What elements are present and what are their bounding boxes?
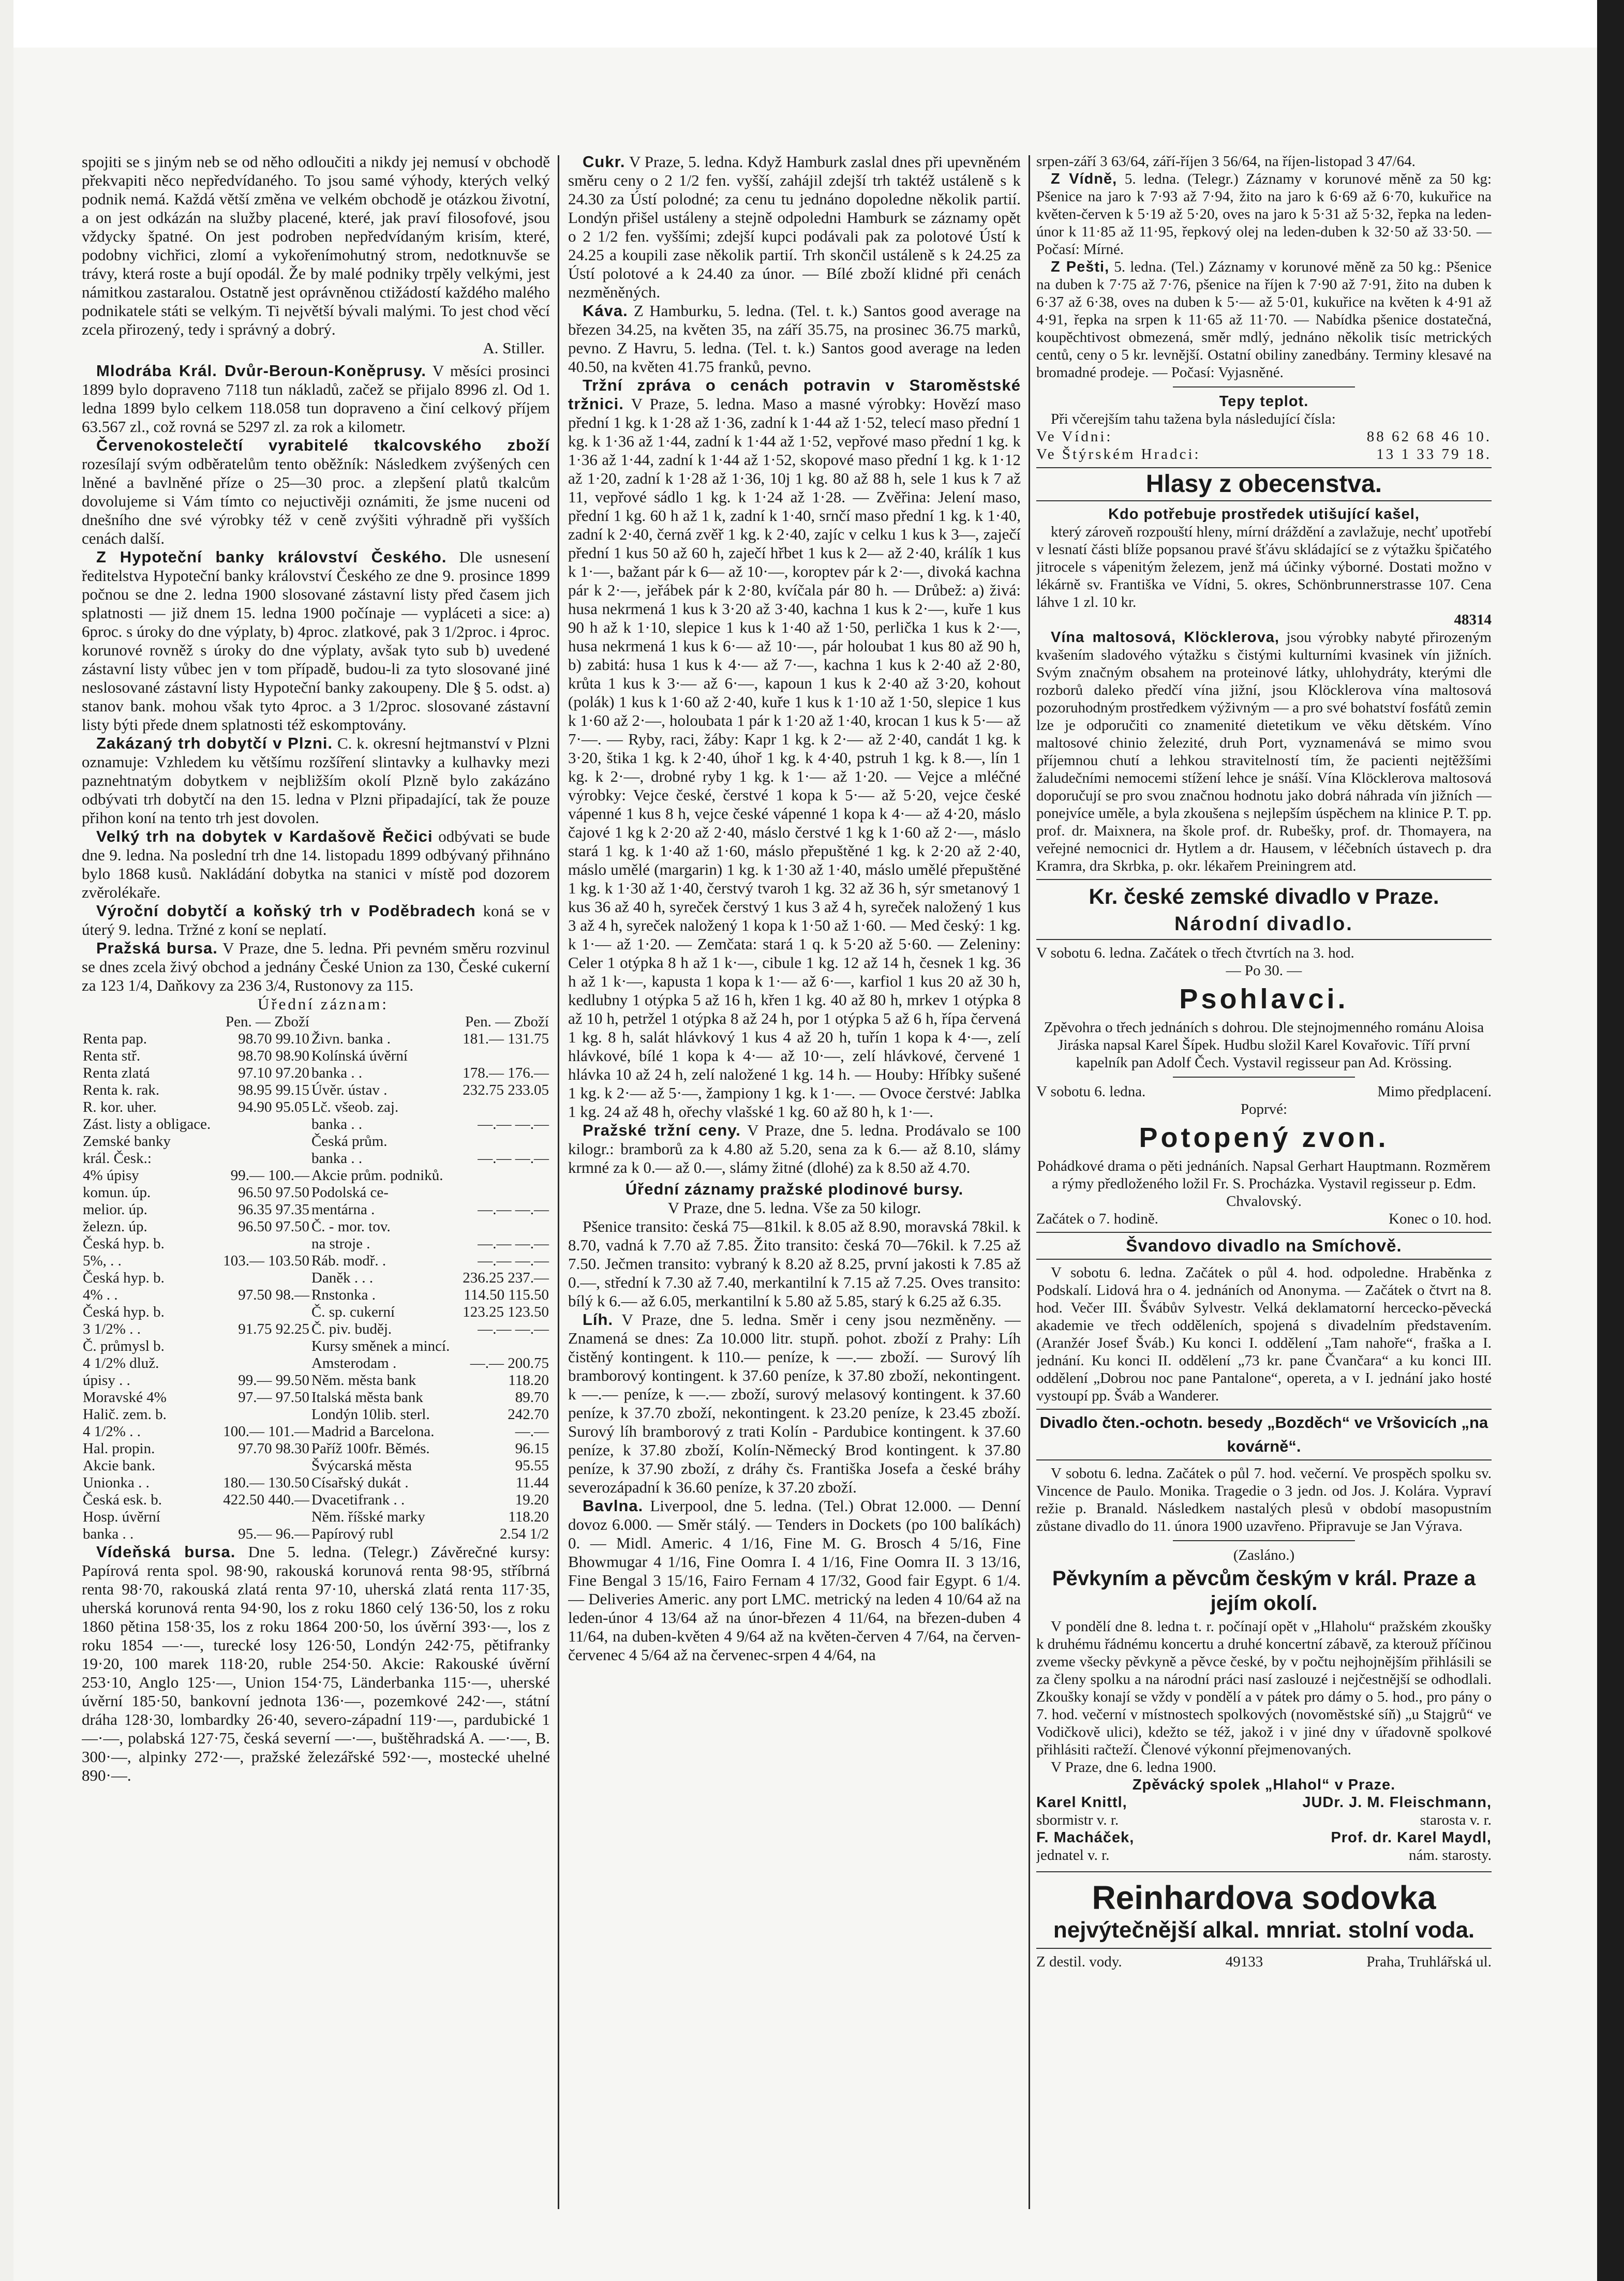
rates-label-cell: Renta zlatá <box>83 1065 150 1081</box>
ad-footer-left: Z destil. vody. <box>1036 1954 1122 1970</box>
theatre-note: — Po 30. — <box>1226 962 1302 979</box>
rates-label-cell: Česká hyp. b. <box>83 1270 165 1286</box>
rates-label-cell: mentárna . <box>311 1201 375 1218</box>
rates-label-cell: Kursy směnek a mincí. <box>311 1338 450 1354</box>
rates-label-cell: král. Česk.: <box>83 1150 152 1167</box>
article-text: Dne 5. ledna. (Telegr.) Závěrečné kursy: Papírová renta spol. 98·90, rakouská korunová renta 98·95, stříbrná renta 98·70, rakouská zlatá renta 97·10, uherská zlatá renta 117·35, uherská korunová renta 94·90, los z roku 1860 celý 136·50, los z roku 1860 pětina 158·35, los z roku 1864 200·50, los úvěrní 393·—, los z roku 1854 —·—, turecké losy 126·50, Londýn 242·75, pětifranky 19·20, 100 marek 118·20, ruble 254·50. Akcie: Rakouské úvěrní 253·10, Anglo 125·—, Union 154·75, Länderbanka 115·—, uherské úvěrní 185·50, bankovní jednota 136·—, pozemkové 242·—, státní dráha 128·30, lombardky 26·40, severo-západní 119·—, pardubické 1 —·—, polabská 127·75, česká severní —·—, buštěhradská A. —·—, B. 300·—, alpinky 272·—, pražské železářské 592·—, mostecké uhelné 890·—. <box>82 1543 550 1784</box>
theatre-date-row <box>1036 1083 1492 1100</box>
rates-label-cell: Renta pap. <box>83 1031 147 1047</box>
signature-role-row <box>1036 1811 1492 1829</box>
rates-row <box>82 1338 550 1355</box>
rates-value-cell: 99.— 100.— <box>230 1167 309 1184</box>
theatre-block <box>1036 879 1492 940</box>
signature-name: Prof. dr. Karel Maydl, <box>1331 1829 1492 1846</box>
rates-value-cell: 97.10 97.20 <box>238 1065 309 1081</box>
rates-value-cell <box>457 1048 550 1065</box>
author-signature: A. Stiller. <box>483 339 545 357</box>
rates-value-cell: 96.50 97.50 <box>238 1184 309 1201</box>
article-heading: Pražská bursa. <box>96 939 218 957</box>
rates-row <box>82 1116 550 1133</box>
rates-label-cell: Madrid a Barcelona. <box>311 1423 435 1440</box>
rates-value-cell: —.— —.— <box>478 1150 549 1167</box>
section-divider <box>1173 1077 1355 1078</box>
rates-label-cell: Papírový rubl <box>311 1526 394 1542</box>
official-record-heading: Úřední záznam: <box>257 995 389 1013</box>
article-text: C. k. okresní hejtmanství v Plzni oznamuje: Vzhledem ku většímu rozšíření slintavky a kulhavky mezi paznehtnatým dobytkem v nejbližším okolí Plzně bylo zakázáno odbývati trh dobytčí na den 15. ledna v Plzni připadající, tak že pouze přihon koní na tento trh jest dovolen. <box>82 734 550 827</box>
rates-label-cell: Rnstonka . <box>311 1287 376 1303</box>
lottery-heading: Tepy teplot. <box>1219 393 1309 410</box>
rates-value-cell: 95.— 96.— <box>238 1526 309 1542</box>
rates-row <box>82 1406 550 1423</box>
rates-value-cell: 242.70 <box>508 1406 549 1423</box>
theatre-date: V sobotu 6. ledna. <box>1036 1083 1146 1100</box>
article-text: odbývati se bude dne 9. ledna. Na poslední trh dne 14. listopadu 1899 odbývaný přihnáno bylo 1868 kusů. Nakládání dobytka na stanici v místě pod dozorem zvěrolékaře. <box>82 827 550 901</box>
rates-value-cell: —.— —.— <box>478 1235 549 1252</box>
ad-footer-number: 49133 <box>1225 1954 1263 1970</box>
rates-value-cell: 236.25 237.— <box>463 1270 549 1286</box>
column-rule-2 <box>1029 155 1030 2209</box>
ad-heading: Vína maltosová, Klöcklerova, <box>1051 629 1279 646</box>
rates-row <box>82 1167 550 1184</box>
rates-value-cell: 97.50 98.— <box>238 1287 309 1303</box>
lottery-city: Ve Vídni: <box>1036 428 1113 445</box>
theatre-end: Konec o 10. hod. <box>1389 1211 1492 1227</box>
theatre-text: V sobotu 6. ledna. Začátek o půl 4. hod. odpoledne. Hraběnka z Podskalí. Lidová hra o 4. jednáních od Anonyma. — Začátek o čtvrt na 8. hod. Večer III. Švábův Sylvestr. Velká deklamatorní hercecko-pěvecká akademie ve třech odděleních, spojená s divadelním představením. (Aranžér Josef Šváb.) Ku konci I. oddělení „Tam nahoře“, fraška a I. jednání. Ku konci II. oddělení „73 kr. pane Čvančara“ a ku konci III. oddělení „Dobrou noc pane Pantalone“, opereta, a v I. jednání jako hosté vystoupí pp. Šváb a Wanderer. <box>1036 1264 1492 1404</box>
rates-label-cell: Úvěr. ústav . <box>311 1082 388 1098</box>
ad-title: Reinhardova sodovka <box>1092 1879 1436 1916</box>
rates-label-cell: Kolínská úvěrní <box>311 1048 408 1064</box>
rates-label-cell: 3 1/2% . . <box>83 1321 141 1337</box>
signature-row <box>1036 1829 1492 1846</box>
rates-value-cell <box>218 1270 310 1287</box>
rates-value-cell: —.— —.— <box>478 1253 549 1269</box>
rates-value-cell: 2.54 1/2 <box>499 1526 549 1542</box>
theatre-text: V sobotu 6. ledna. Začátek o půl 7. hod. večerní. Ve prospěch spolku sv. Vincence de Paulo. Monika. Tragedie o 3 jedn. od Jos. J. Kolára. Vypraví režie p. Branald. Následkem nastalých plesů v období masopustním zůstane divadlo do 11. února 1900 uzavřeno. Připravuje se Jan Výrava. <box>1036 1465 1492 1534</box>
rates-value-cell <box>218 1338 310 1355</box>
theatre-subheading: Národní divadlo. <box>1174 913 1353 935</box>
rates-value-cell: 96.15 <box>515 1440 549 1457</box>
rates-row <box>82 1218 550 1235</box>
article-text: spojiti se s jiným neb se od něho odloučiti a nikdy jej nemusí v obchodě překvapiti něco nepředvídaného. To jsou samé výhody, kterých velký podnik nemá. Každá větší změna ve velkém obchodě je otázkou životní, a on jest odkázán na služby placené, které, jak praví filosofové, jsou vždycky špatné. On jest podroben nepředvídaným krisím, které, podobny vichřici, zlomí a vykořenímohutný strom, nedotknuvše se trávy, která roste a bují opodál. Že by malé podniky trpěly velkými, jest námitkou zastaralou. Ostatně jest oprávněnou ctižádostí každého malého podnikatele státi se velkým. Ti největší bývali malými. To jest chod věcí zcela přirozený, tedy i správný a dobrý. <box>82 153 550 338</box>
rates-value-cell <box>457 1099 550 1116</box>
section-divider <box>1173 1540 1355 1541</box>
article-heading: Mlodrába Král. Dvůr-Beroun-Koněprusy. <box>96 362 427 380</box>
rates-label-cell: Č. průmysl b. <box>83 1338 165 1354</box>
play-title: Potopený zvon. <box>1139 1122 1389 1153</box>
rates-row <box>82 1065 550 1082</box>
article-heading: Velký trh na dobytek v Kardašově Řečici <box>96 827 433 845</box>
lottery-city: Ve Štýrském Hradci: <box>1036 446 1201 463</box>
article-text: V Praze, dne 5. ledna. Směr i ceny jsou nezměněny. — Znamená se dnes: Za 10.000 litr. stupň. pohot. zboží z Prahy: Líh čistěný kontingent. k 110.— peníze, k —.— zboží. — Surový líh bramborový kontingent. k 37.60 peníze, k 37.80 zboží, nekontingent. k —.— peníze, k —.— zboží, surový melasový kontingent. k 37.60 peníze, k 37.70 zboží, nekontingent. k 23.20 peníze, k 23.45 zboží. Surový líh bramborový z trati Kolín - Pardubice kontingent. k 37.60 peníze, k 37.80 zboží, Kolín-Německý Brod kontingent. k 37.80 peníze, k 37.90 zboží, z dráhy čs. Františka Josefa a české bráhy severozápadní k 36.60 peníze, k 37.20 zboží. <box>568 1310 1021 1496</box>
rates-label-cell: Švýcarská města <box>311 1457 412 1474</box>
rates-value-cell: 100.— 101.— <box>223 1423 309 1440</box>
column-3 <box>1036 153 1492 2214</box>
rates-value-cell: 96.35 97.35 <box>238 1201 309 1218</box>
rates-label-cell: na stroje . <box>311 1235 370 1252</box>
ad-text: který zároveň rozpouští hleny, mírní dráždění a zavlažuje, nechť upotřebí v lesnatí části blíže popsanou pravé šťávu skládající se z výtažku špičatého jitrocele s vápenitým železem, jenž má účinky výborné. Dostati možno v lékárně sv. Františka ve Vídni, 5. okres, Schönbrunnerstrasse 107. Cena láhve 1 zl. 10 kr. <box>1036 524 1492 610</box>
lottery-row-graz <box>1036 445 1492 463</box>
lottery-numbers: 88 62 68 46 10. <box>1366 428 1492 445</box>
theatre-heading: Kr. české zemské divadlo v Praze. <box>1089 884 1439 908</box>
article-heading: Pražské tržní ceny. <box>583 1121 741 1139</box>
signature-role: jednatel v. r. <box>1036 1847 1110 1863</box>
signature-role: starosta v. r. <box>1420 1812 1492 1828</box>
rates-label-cell: Podolská ce- <box>311 1184 389 1201</box>
rates-value-cell: 422.50 440.— <box>223 1492 309 1508</box>
rates-value-cell <box>457 1184 550 1201</box>
rates-row <box>82 1321 550 1338</box>
rates-value-cell <box>218 1509 310 1526</box>
rates-value-cell: —.— —.— <box>478 1116 549 1132</box>
rates-value-cell: 180.— 130.50 <box>223 1474 309 1491</box>
rates-label-cell: Ráb. modř. . <box>311 1253 386 1269</box>
rates-row <box>82 1304 550 1321</box>
rates-label-cell: banka . . <box>83 1526 134 1542</box>
article-heading: Úřední záznamy pražské plodinové bursy. <box>625 1180 964 1198</box>
rates-value-cell: 11.44 <box>515 1474 549 1491</box>
notice-date: V Praze, dne 6. ledna 1900. <box>1051 1759 1216 1776</box>
rates-label-cell: Dvacetifrank . . <box>311 1492 405 1508</box>
article-heading: Káva. <box>583 302 628 320</box>
rates-row <box>82 1270 550 1287</box>
signature-name: Karel Knittl, <box>1036 1794 1127 1811</box>
rates-label-cell: Renta stř. <box>83 1048 141 1064</box>
theatre-time-row <box>1036 1210 1492 1228</box>
theatre-note: Poprvé: <box>1240 1101 1288 1117</box>
article-text: Z Hamburku, 5. ledna. (Tel. t. k.) Santos good average na březen 34.25, na květen 35, na září 35.75, na prosinec 36.75 marků, pevno. Z Havru, 5. ledna. (Tel. t. k.) Santos good average na leden 40.50, na květen 41.75 franků, pevno. <box>568 302 1021 376</box>
scan-left-margin <box>0 0 13 2281</box>
rates-value-cell: 96.50 97.50 <box>238 1218 309 1235</box>
article-text: koná se v úterý 9. ledna. Tržné z koní se neplatí. <box>82 902 550 938</box>
article-heading: Vídeňská bursa. <box>96 1543 236 1561</box>
rates-value-cell: 98.70 99.10 <box>238 1031 309 1047</box>
rates-header-cell: Pen. — Zboží <box>465 1013 549 1030</box>
article-heading: Cukr. <box>583 153 625 171</box>
article-text: V Praze, dne 5. ledna. Prodávalo se 100 kilogr.: bramborů za k 4.80 až 5.20, sena za k 6.— až 8.10, slámy krmné za k 0.— až 0.—, slámy žitné (dlohé) za k 8.50 až 4.70. <box>568 1121 1021 1176</box>
rates-value-cell: —.— —.— <box>478 1201 549 1218</box>
rates-label-cell: banka . . <box>311 1150 363 1167</box>
rates-value-cell: 91.75 92.25 <box>238 1321 309 1337</box>
article-text: V Praze, dne 5. ledna. Při pevném směru rozvinul se dnes zcela živý obchod a jednány České Union za 130, České cukerní za 123 1/4, Daňkovy za 236 3/4, Rustonovy za 115. <box>82 939 550 994</box>
rates-label-cell: 4% úpisy <box>83 1167 139 1184</box>
rates-label-cell: Č. sp. cukerní <box>311 1304 395 1320</box>
rates-label-cell: Č. - mor. tov. <box>311 1218 391 1235</box>
rates-label-cell: Č. piv. buděj. <box>311 1321 392 1337</box>
rates-label-cell: Hal. propin. <box>83 1440 155 1457</box>
signature-role: nám. starosty. <box>1408 1847 1492 1863</box>
rates-value-cell: 95.55 <box>515 1457 549 1474</box>
rates-label-cell: úpisy . . <box>83 1372 130 1389</box>
rates-value-cell: 97.— 97.50 <box>238 1389 309 1406</box>
article-text: 5. ledna. (Tel.) Záznamy v korunové měně za 50 kg.: Pšenice na duben k 7·75 až 7·76, pšenice na říjen k 7·90 až 7·91, žito na duben k 6·37 až 6·38, oves na duben k 5·— až 5·01, kukuřice na květen k 4·91 až 4·91, řepka na srpen k 11·65 až 11·70. — Nabídka pšenice dostatečná, koupěchtivost obmezená, směr mdlý, jednáno několik tisíc metrických centů, ceny o 5 kr. levnější. Ostatní obiliny zanedbány. Terminy klesavé na bromadné prodeje. — Počasí: Vyjasněné. <box>1036 259 1492 381</box>
ad-number: 48314 <box>1454 612 1492 628</box>
rates-row <box>82 1031 550 1048</box>
rates-row <box>82 1201 550 1218</box>
rates-row <box>82 1526 550 1543</box>
article-text: V Praze, 5. ledna. Maso a masné výrobky: Hovězí maso přední 1 kg. k 1·28 až 1·36, zadní k 1·44 až 1·52, telecí maso přední 1 kg. k 1·36 až 1·44, zadní k 1·44 až 1·52, vepřové maso přední 1 kg. k 1·36 až 1·44, zadní k 1·44 až 1·52, skopové maso přední 1 kg. k 1·12 až 1·20, zadní k 1·28 až 1·36, 10j 1 kg. 80 až 88 h, sele 1 kus k 7 až 11, vepřové sádlo 1 kg. k 1·24 až 1·28. — Zvěřina: Jelení maso, přední 1 kg. 60 h až 1 k, zadní k 1·40, srnčí maso přední 1 kg. k 1·40, zadní k 2·40, černá zvěř 1 kg. k 2·40, zajíc v celku 1 kus k 3—, zaječí přední 1 kus 50 až 60 h, zaječí hřbet 1 kus k 2— až 2·40, králík 1 kus k 1·—, bažant pár k 6— až 10·—, koroptev pár k 2·—, divoká kachna pár k 2·—, jeřábek pár k 2·80, kvíčala pár 80 h. — Drůbež: a) živá: husa nekrmená 1 kus k 3·20 až 3·40, kachna 1 kus k 2·—, kuře 1 kus 90 h až k 1·10, slepice 1 kus k 1·40 až 1·50, perlička 1 kus k 2·—, husa nekrmená 1 kus k 6·— až 10·—, pár holoubat 1 kus 80 až 90 h, b) zabitá: husa 1 kus k 4·— až 7·—, kachna 1 kus k 2·40 až 2·80, krůta 1 kus k 3·— až 6·—, kapoun 1 kus k 2·40 až 3·20, kohout (polák) 1 kus k 1·60 až 2·40, kuře 1 kus k 1·10 až 1·50, slepice 1 kus k 1·60 až 2·—, holoubata 1 pár k 1·20 až 1·40, krocan 1 kus k 5·— až 7·—. — Ryby, raci, žáby: Kapr 1 kg. k 2·— až 2·40, candát 1 kg. k 3·20, štika 1 kg. k 2·40, úhoř 1 kg. k 4·40, pstruh 1 kg. k 8.—, lín 1 kg. k 2·—, drobné ryby 1 kg. k 1·— až 1·20. — Vejce a mléčné výrobky: Vejce české, čerstvé 1 kopa k 5·— až 5·20, vejce české vápenné 1 kus 8 h, vejce české vápenné 1 kopa k 4·— až 4·20, máslo čajové 1 kg k 2·20 až 2·40, máslo čerstvé 1 kg k 1·60 až 2·—, máslo stará 1 kg. k 1·40 až 1·60, máslo přepuštěné 1 kg. k 2·20 až 2·40, máslo umělé (margarin) 1 kg. k 1·30 až 1·40, máslo umělé přepuštěné 1 kg. k 1·30 až 1·40, čerstvý tvaroh 1 kg. 32 až 36 h, sýr smetanový 1 kus 36 až 40 h, syreček čerstvý 1 kus 3 až 4 h, syreček naložený 1 kus 3 až 4 h, syreček naložený 1 kopa k 1·50 až 1·60. — Med český: 1 kg. k 1·— až 1·20. — Zemčata: stará 1 q. k 5·20 až 5·60. — Zeleniny: Celer 1 otýpka 8 h až 1 k·—, cibule 1 kg. 12 až 14 h, česnek 1 kg. 36 h až 1 k·—, kapusta 1 kopa k 1·— až 6·—, karfiol 1 kus 20 až 30 h, kedlubny 1 otýpka 5 až 16 h, křen 1 kg. 40 až 80 h, mrkev 1 otýpka 8 až 10 h, petržel 1 otýpka 8 až 24 h, por 1 otýpka 5 až 6 h, řípa červená 1 kg. 8 h, salát hlávkový 1 kus 4 až 20 h, tuřín 1 kopa k 4·—, zelí hlávkové, bílé 1 kopa k 4·— až 10·—, zelí hlávkové, červené 1 hlávka 10 až 24 h, zelí naložené 1 kg. 14 h. — Houby: Hříbky sušené 1 kg. k 2·— až 5·—, žampiony 1 kg. k 1·—. — Ovoce čerstvé: Jablka 1 kg. 24 až 48 h, ořechy vlašské 1 kg. 60 až 80 h, k 1·—. <box>568 395 1021 1121</box>
rates-label-cell: Zemské banky <box>83 1133 171 1150</box>
rates-value-cell: 89.70 <box>515 1389 549 1406</box>
notice-heading: Pěvkyním a pěvcům českým v král. Praze a jejím okolí. <box>1052 1567 1476 1615</box>
rates-value-cell: 178.— 176.— <box>463 1065 549 1081</box>
rates-label-cell: Něm. říšské marky <box>311 1509 425 1525</box>
article-heading: Bavlna. <box>583 1497 644 1515</box>
rates-value-cell: 103.— 103.50 <box>223 1253 309 1269</box>
rates-row <box>82 1509 550 1526</box>
rates-label-cell: Živn. banka . <box>311 1031 391 1047</box>
play-description: Zpěvohra o třech jednáních s dohrou. Dle stejnojmenného románu Aloisa Jiráska napsal Karel Šípek. Hudbu složil Karel Kovařovic. Tíří první kapelník pan Adolf Čech. Vystavil regisseur pan Ad. Krössing. <box>1044 1019 1484 1071</box>
ad-text: jsou výrobky nabyté přirozeným kvašením sladového výtažku s čistými kulturními kvasinek vín jižních. Svým značným obsahem na proteinové látky, uhlohydráty, kterými dle rozborů daleko předčí vína jižní, jsou Klöcklerova vína maltosová pozoruhodným prostředkem výživným — a pro své bohatství fosfátů zemin lze je odporučiti co znamenité dietetikum ve věku dětském. Víno maltosové chinio železité, druh Port, vyznamenává se mimo svou příjemnou chutí a lehkou stravitelností tím, že pacienti nejtěžšími žaludečními nemocemi stížení lehce je snáší. Vína Klöcklerova maltosová doporučují se pro svou značnou hodnotu jako dobrá náhrada vín jižních — ponejvíce uměle, a byla zkoušena s nejlepším úspěchem na klinice P. T. pp. prof. dr. Maixnera, na škole prof. dr. Rubešky, prof. dr. Thomayera, na veřejné nemocnici dr. Hytlem a dr. Hausem, v léčebních ústavech p. dra Kramra, dra Skrbka, p. okr. lékařem Preiningrem atd. <box>1036 629 1492 874</box>
rates-table <box>82 1013 550 1543</box>
rates-value-cell <box>457 1218 550 1235</box>
article-text: Liverpool, dne 5. ledna. (Tel.) Obrat 12.000. — Denní dovoz 6.000. — Směr stálý. — Tenders in Dockets (po 100 balíkách) 0. — Midl. Americ. 4 1/16, Fine M. G. Brosch 4 5/16, Fine Bhowmugar 4 1/16, Fine Oomra I. 4 1/16, Fine Oomra II. 3 13/16, Fine Bengal 3 15/16, Fairo Fernam 4 17/32, Good fair Egypt. 6 1/4. — Deliveries Americ. any port LMC. metrický na leden 4 10/64 až na leden-únor 4 13/64 až na únor-březen 4 11/64, na březen-duben 4 11/64, na duben-květen 4 9/64 až na květen-červen 4 7/64, na červen-červenec 4 5/64 až na červenec-srpen 4 4/64, na <box>568 1497 1021 1664</box>
rates-label-cell: 4 1/2% . . <box>83 1423 141 1440</box>
rates-label-cell: Hosp. úvěrní <box>83 1509 160 1525</box>
rates-row <box>82 1492 550 1509</box>
play-description: Pohádkové drama o pěti jednáních. Napsal Gerhart Hauptmann. Rozměrem a rýmy předloženého ložil Fr. S. Procházka. Vystavil regisseur p. Edm. Chvalovský. <box>1037 1158 1491 1210</box>
rates-row <box>82 1150 550 1167</box>
rates-label-cell: R. kor. uher. <box>83 1099 157 1115</box>
article-text: rozesílají svým odběratelům tento oběžník: Následkem zvýšených cen lněné a bavlněné příze o 25—30 proc. a zlepšení platů tkalcům dovolujeme si Vám tímto co nejuctivěji oznámiti, že jsme nuceni od dnešního dne své výrobky též v ceně zvýšiti výhradně při vyšších cenách další. <box>82 455 550 547</box>
rates-value-cell <box>218 1355 310 1372</box>
rates-value-cell <box>218 1150 310 1167</box>
article-text: srpen-září 3 63/64, září-říjen 3 56/64, na říjen-listopad 3 47/64. <box>1036 153 1416 170</box>
rates-label-cell: 4 1/2% dluž. <box>83 1355 159 1371</box>
rates-value-cell: —.— 200.75 <box>470 1355 549 1371</box>
rates-row <box>82 1372 550 1389</box>
rates-header-cell <box>310 1013 457 1031</box>
rates-label-cell: Daněk . . . <box>311 1270 374 1286</box>
theatre-start: Začátek o 7. hodině. <box>1036 1211 1158 1227</box>
rates-row <box>82 1253 550 1270</box>
rates-label-cell: Česká hyp. b. <box>83 1235 165 1252</box>
signature-role: sbormistr v. r. <box>1036 1812 1119 1828</box>
article-heading: Červenokostelečtí vyrabitelé tkalcovského zboží <box>96 436 550 454</box>
rates-label-cell: Česká esk. b. <box>83 1492 162 1508</box>
rates-value-cell: 99.— 99.50 <box>238 1372 309 1389</box>
scan-right-border <box>1597 0 1624 2281</box>
rates-row <box>82 1423 550 1440</box>
rates-value-cell <box>457 1133 550 1150</box>
rates-value-cell: 114.50 115.50 <box>464 1287 549 1303</box>
rates-label-cell: 5%, . . <box>83 1253 122 1269</box>
rates-header-cell: Pen. — Zboží <box>226 1013 309 1030</box>
rates-value-cell: 232.75 233.05 <box>463 1082 549 1098</box>
section-heading-hlasy: Hlasy z obecenstva. <box>1036 467 1492 501</box>
rates-label-cell: banka . . <box>311 1065 363 1081</box>
article-text: V měsíci prosinci 1899 bylo dopraveno 7118 tun nákladů, začež se přijalo 8996 zl. Od 1. ledna 1899 bylo celkem 118.058 tun dopraveno a činí celkový příjem 63.567 zl., což rovná se 5297 zl. za rok a kilometr. <box>82 362 550 436</box>
rates-label-cell: Císařský dukát . <box>311 1474 409 1491</box>
rates-label-cell: komun. úp. <box>83 1184 151 1201</box>
rates-label-cell: Moravské 4% <box>83 1389 167 1406</box>
rates-label-cell: Unionka . . <box>83 1474 150 1491</box>
article-text: Pšenice transito: česká 75—81kil. k 8.05 až 8.90, moravská 78kil. k 8.70, vadná k 7.70 až 7.85. Žito transito: česká 70—76kil. k 7.25 až 7.50. Ječmen transito: vybraný k 8.20 až 8.25, první jakosti k 7.85 až 0.—, střední k 7.30 až 7.40, merkantilní k 7.15 až 7.25. Oves transito: bílý k 6.— až 6.05, merkantilní k 5.80 až 5.85, starý k 6.25 až 6.35. <box>568 1217 1021 1310</box>
theatre-date: V sobotu 6. ledna. Začátek o třech čtvrtích na 3. hod. <box>1036 945 1354 961</box>
notice-society: Zpěvácký spolek „Hlahol“ v Praze. <box>1132 1777 1396 1793</box>
scan-top-margin <box>0 0 1624 48</box>
lottery-numbers: 13 1 33 79 18. <box>1376 446 1492 463</box>
rates-value-cell: —.— —.— <box>478 1321 549 1337</box>
rates-value-cell: 94.90 95.05 <box>238 1099 309 1115</box>
rates-row <box>82 1355 550 1372</box>
rates-row <box>82 1184 550 1201</box>
rates-label-cell: Něm. města bank <box>311 1372 416 1389</box>
signature-role-row <box>1036 1846 1492 1864</box>
rates-label-cell: Zást. listy a obligace. <box>83 1116 211 1132</box>
rates-value-cell <box>218 1133 310 1150</box>
rates-row <box>82 1389 550 1406</box>
rates-label-cell: Paříž 100fr. Běmés. <box>311 1440 430 1457</box>
rates-value-cell: 98.95 99.15 <box>238 1082 309 1098</box>
rates-row <box>82 1099 550 1116</box>
rates-value-cell: 118.20 <box>508 1509 549 1525</box>
rates-value-cell: 123.25 123.50 <box>463 1304 549 1320</box>
rates-label-cell: Česká hyp. b. <box>83 1304 165 1320</box>
notice-text: V pondělí dne 8. ledna t. r. počínají opět v „Hlaholu“ pražském zkoušky k druhému řádnému koncertu a druhé koncertní zábavě, za kterouž příčinou zveme všecky pěvkyně a pěvce české, by v počtu nejhojnějším přihlásili se za členy spolku a na národní práci nasí zaslouzé i nejčestnější se odhodlali. Zkoušky konají se vždy v pondělí a v pátek pro dámy o 5. hod., pro pány o 7. hod. večerní v místnostech spolkových (novoměstské síň) „u Stajgrů“ ve Vodičkově ulici), kdežto se též, jakož i v jiné dny v úřadovně spolkové přihlásiti račteží. Členové výkonní přejmenovaných. <box>1036 1618 1492 1758</box>
rates-row <box>82 1474 550 1492</box>
rates-row <box>82 1457 550 1474</box>
article-text: V Praze, 5. ledna. Když Hamburk zaslal dnes při upevněném směru ceny o 2 1/2 fen. vyšší, zahájil zdejší trh taktéž ustáleně s k 24.30 za Ústí polodné; za cenu tu jednáno dopoledne několik partií. Londýn přišel ustáleny a stejně odpoledni Hamburk se záznamy opět o 2 1/2 fen. vyššími; zdejší kupci podávali pak za polotové Ústí k 24.25 a koupili zase několik partií. Trh skončil ustáleně s k 24.25 za Ústí polotové a k 24.40 za únor. — Bílé zboží klidné při cenách nezměněných. <box>568 153 1021 301</box>
column-1 <box>82 153 550 2214</box>
article-heading: Tržní zpráva o cenách potravin v Staroměstské tržnici. <box>568 376 1021 413</box>
ad-subtitle: nejvýtečnější alkal. mnriat. stolní voda. <box>1053 1917 1475 1943</box>
signature-row <box>1036 1794 1492 1811</box>
rates-label-cell: Akcie bank. <box>83 1457 156 1474</box>
rates-value-cell <box>457 1167 550 1184</box>
rates-value-cell: —.— <box>515 1423 549 1440</box>
article-text: Dle usnesení ředitelstva Hypoteční banky království Českého ze dne 9. prosince 1899 počnou se dne 2. ledna 1900 slosované zástavní listy před časem jich splatnosti — již dnem 15. ledna 1900 počínaje — vypláceti a sice: a) 6proc. s úroky do dne výplaty, b) 4proc. zlatkové, pak 3 1/2proc. i 4proc. korunové rovněž s úroky do dne výplaty, avšak tyto sub b) uvedené zástavní listy vůbec jen v tom případě, budou-li za tyto slosované jiné neslosované zástavní listy Hypoteční banky zakoupeny. Dle § 5. odst. a) stanov bank. mohou však tyto 4proc. a 3 1/2proc. slosované zástavní listy býti přede dnem splatnosti též eskomptovány. <box>82 548 550 734</box>
rates-label-cell: Amsterodam . <box>311 1355 397 1371</box>
article-heading: Z Pešti, <box>1051 259 1110 275</box>
article-subheading: V Praze, dne 5. ledna. Vše za 50 kilogr. <box>667 1199 921 1217</box>
ad-heading: Kdo potřebuje prostředek utišující kašel, <box>1108 506 1420 523</box>
article-heading: Zakázaný trh dobytčí v Plzni. <box>96 734 333 752</box>
rates-value-cell: 118.20 <box>508 1372 549 1389</box>
zaslano-label: (Zasláno.) <box>1233 1547 1295 1563</box>
rates-label-cell: 4% . . <box>83 1287 118 1303</box>
rates-label-cell: Akcie prům. podniků. <box>311 1167 443 1184</box>
play-title: Psohlavci. <box>1179 983 1349 1015</box>
rates-value-cell <box>218 1304 310 1321</box>
rates-label-cell: Renta k. rak. <box>83 1082 160 1098</box>
column-2 <box>568 153 1021 2214</box>
rates-label-cell: Halič. zem. b. <box>83 1406 167 1423</box>
rates-label-cell: Lč. všeob. zaj. <box>311 1099 399 1115</box>
rates-value-cell: 181.— 131.75 <box>463 1031 549 1047</box>
rates-value-cell: 97.70 98.30 <box>238 1440 309 1457</box>
article-heading: Výroční dobytčí a koňský trh v Poděbradech <box>96 902 476 920</box>
rates-label-cell: Londýn 10lib. sterl. <box>311 1406 430 1423</box>
section-divider <box>1173 386 1355 387</box>
rates-label-cell: Italská města bank <box>311 1389 423 1406</box>
rates-row <box>82 1440 550 1457</box>
theatre-heading: Švandovo divadlo na Smíchově. <box>1036 1232 1492 1260</box>
rates-value-cell: 19.20 <box>515 1492 549 1508</box>
rates-row <box>82 1287 550 1304</box>
rates-header-cell <box>82 1013 218 1031</box>
rates-label-cell: Česká prům. <box>311 1133 388 1150</box>
article-heading: Líh. <box>583 1310 614 1329</box>
column-rule-1 <box>558 155 559 2209</box>
ad-footer-right: Praha, Truhlářská ul. <box>1366 1954 1492 1970</box>
rates-label-cell: banka . . <box>311 1116 363 1132</box>
rates-value-cell <box>218 1116 310 1133</box>
lottery-row-vienna <box>1036 428 1492 445</box>
rates-row <box>82 1082 550 1099</box>
article-heading: Z Vídně, <box>1051 171 1118 187</box>
rates-row <box>82 1133 550 1150</box>
rates-value-cell <box>457 1338 550 1355</box>
rates-header-row <box>82 1013 550 1031</box>
article-text: 5. ledna. (Telegr.) Záznamy v korunové měně za 50 kg: Pšenice na jaro k 7·93 až 7·94, žito na jaro k 6·69 až 6·70, kukuřice na květen-červen k 5·19 až 5·20, oves na jaro k 5·31 až 5·32, řepka na leden-únor k 11·85 až 11·95, řepkový olej na leden-duben k 32·50 až 33·50. — Počasí: Mírné. <box>1036 171 1492 258</box>
signature-name: JUDr. J. M. Fleischmann, <box>1302 1794 1492 1811</box>
theatre-note: Mimo předplacení. <box>1377 1083 1492 1100</box>
sodovka-ad <box>1036 1871 1492 1949</box>
ad-footer <box>1036 1953 1492 1971</box>
rates-label-cell: melior. úp. <box>83 1201 147 1218</box>
article-heading: Z Hypoteční banky království Českého. <box>96 548 447 566</box>
rates-value-cell <box>218 1406 310 1423</box>
rates-value-cell <box>218 1457 310 1474</box>
theatre-heading: Divadlo čten.-ochotn. besedy „Bozděch“ ve Vršovicích „na kovárně“. <box>1036 1409 1492 1460</box>
rates-value-cell: 98.70 98.90 <box>238 1048 309 1064</box>
rates-row <box>82 1048 550 1065</box>
rates-value-cell <box>218 1235 310 1253</box>
lottery-text: Při včerejším tahu tažena byla následující čísla: <box>1051 411 1336 427</box>
signature-name: F. Macháček, <box>1036 1829 1135 1846</box>
rates-label-cell: železn. úp. <box>83 1218 147 1235</box>
rates-row <box>82 1235 550 1253</box>
